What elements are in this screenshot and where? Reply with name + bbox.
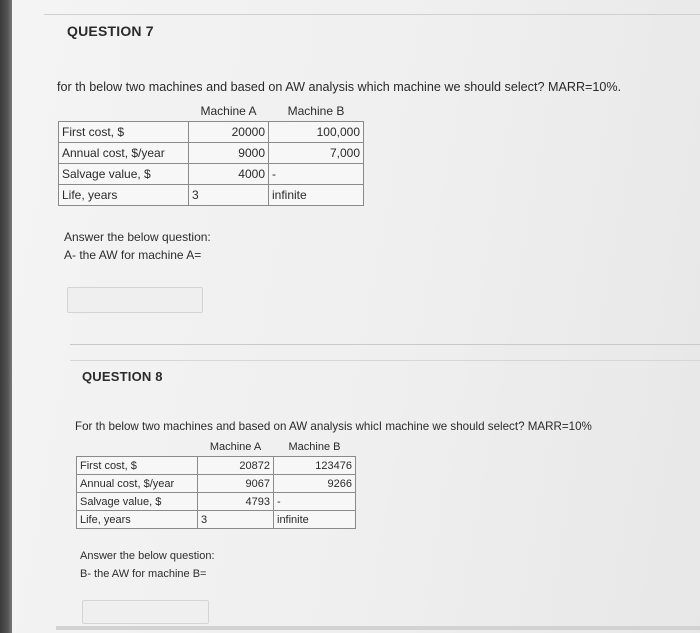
table-row <box>77 511 356 529</box>
question-7-table <box>58 101 364 206</box>
row-label: Annual cost, $/year <box>77 475 198 493</box>
table-row <box>59 185 364 206</box>
machine-b-value: infinite <box>269 185 364 206</box>
question-7-answer-input[interactable] <box>67 287 203 313</box>
question-8-answer-label <box>80 547 215 583</box>
table-header-row <box>77 438 356 457</box>
answer-subquestion: A- the AW for machine A= <box>64 248 202 262</box>
question-7-header: QUESTION 7 <box>67 23 154 39</box>
answer-prompt: Answer the below question: <box>64 230 211 244</box>
question-8-text <box>75 419 592 433</box>
machine-b-value: 9266 <box>274 475 356 493</box>
column-header-machine-a: Machine A <box>209 441 262 453</box>
table-row <box>59 122 364 143</box>
machine-b-value: - <box>269 164 364 185</box>
machine-b-value: infinite <box>274 511 356 529</box>
column-header-machine-b: Machine B <box>288 441 341 453</box>
row-label: Life, years <box>59 185 189 206</box>
table-row <box>59 143 364 164</box>
machine-a-value: 9000 <box>189 143 269 164</box>
table-header-row <box>59 101 364 122</box>
column-header-machine-b: Machine B <box>287 104 345 118</box>
section-divider <box>70 360 700 361</box>
machine-a-value: 3 <box>189 185 269 206</box>
question-7-text: for th below two machines and based on AW analysis which machine we should select? MARR=10%. <box>57 80 622 94</box>
row-label: Annual cost, $/year <box>59 143 189 164</box>
table-corner <box>77 438 198 457</box>
machine-a-value: 20000 <box>189 122 269 143</box>
row-label: First cost, $ <box>59 122 189 143</box>
table-corner <box>59 101 189 122</box>
machine-b-value: 100,000 <box>269 122 364 143</box>
row-label: Life, years <box>77 511 198 529</box>
bottom-divider <box>56 626 700 630</box>
table-row <box>77 475 356 493</box>
question-8-header: QUESTION 8 <box>82 369 163 384</box>
question-8-text-start: For th below two machines and based on AW analysis whic <box>75 420 379 433</box>
section-divider <box>70 344 700 345</box>
question-8-text-end: machine we should select? MARR=10% <box>382 420 592 433</box>
column-header-machine-a: Machine A <box>200 104 257 118</box>
question-7-answer-label <box>64 228 211 264</box>
top-divider <box>44 14 700 15</box>
machine-b-value: 7,000 <box>269 143 364 164</box>
machine-a-value: 4793 <box>198 493 274 511</box>
machine-a-value: 9067 <box>198 475 274 493</box>
machine-b-value: 123476 <box>274 457 356 475</box>
text-cursor-icon: I <box>378 419 383 433</box>
page-background <box>12 0 700 633</box>
answer-prompt: Answer the below question: <box>80 550 215 562</box>
row-label: Salvage value, $ <box>59 164 189 185</box>
table-row <box>77 457 356 475</box>
table-row <box>77 493 356 511</box>
machine-a-value: 3 <box>198 511 274 529</box>
answer-subquestion: B- the AW for machine B= <box>80 568 207 580</box>
machine-a-value: 4000 <box>189 164 269 185</box>
row-label: Salvage value, $ <box>77 493 198 511</box>
machine-b-value: - <box>274 493 356 511</box>
question-8-answer-input[interactable] <box>82 600 209 624</box>
row-label: First cost, $ <box>77 457 198 475</box>
machine-a-value: 20872 <box>198 457 274 475</box>
table-row <box>59 164 364 185</box>
question-8-table <box>76 438 356 529</box>
